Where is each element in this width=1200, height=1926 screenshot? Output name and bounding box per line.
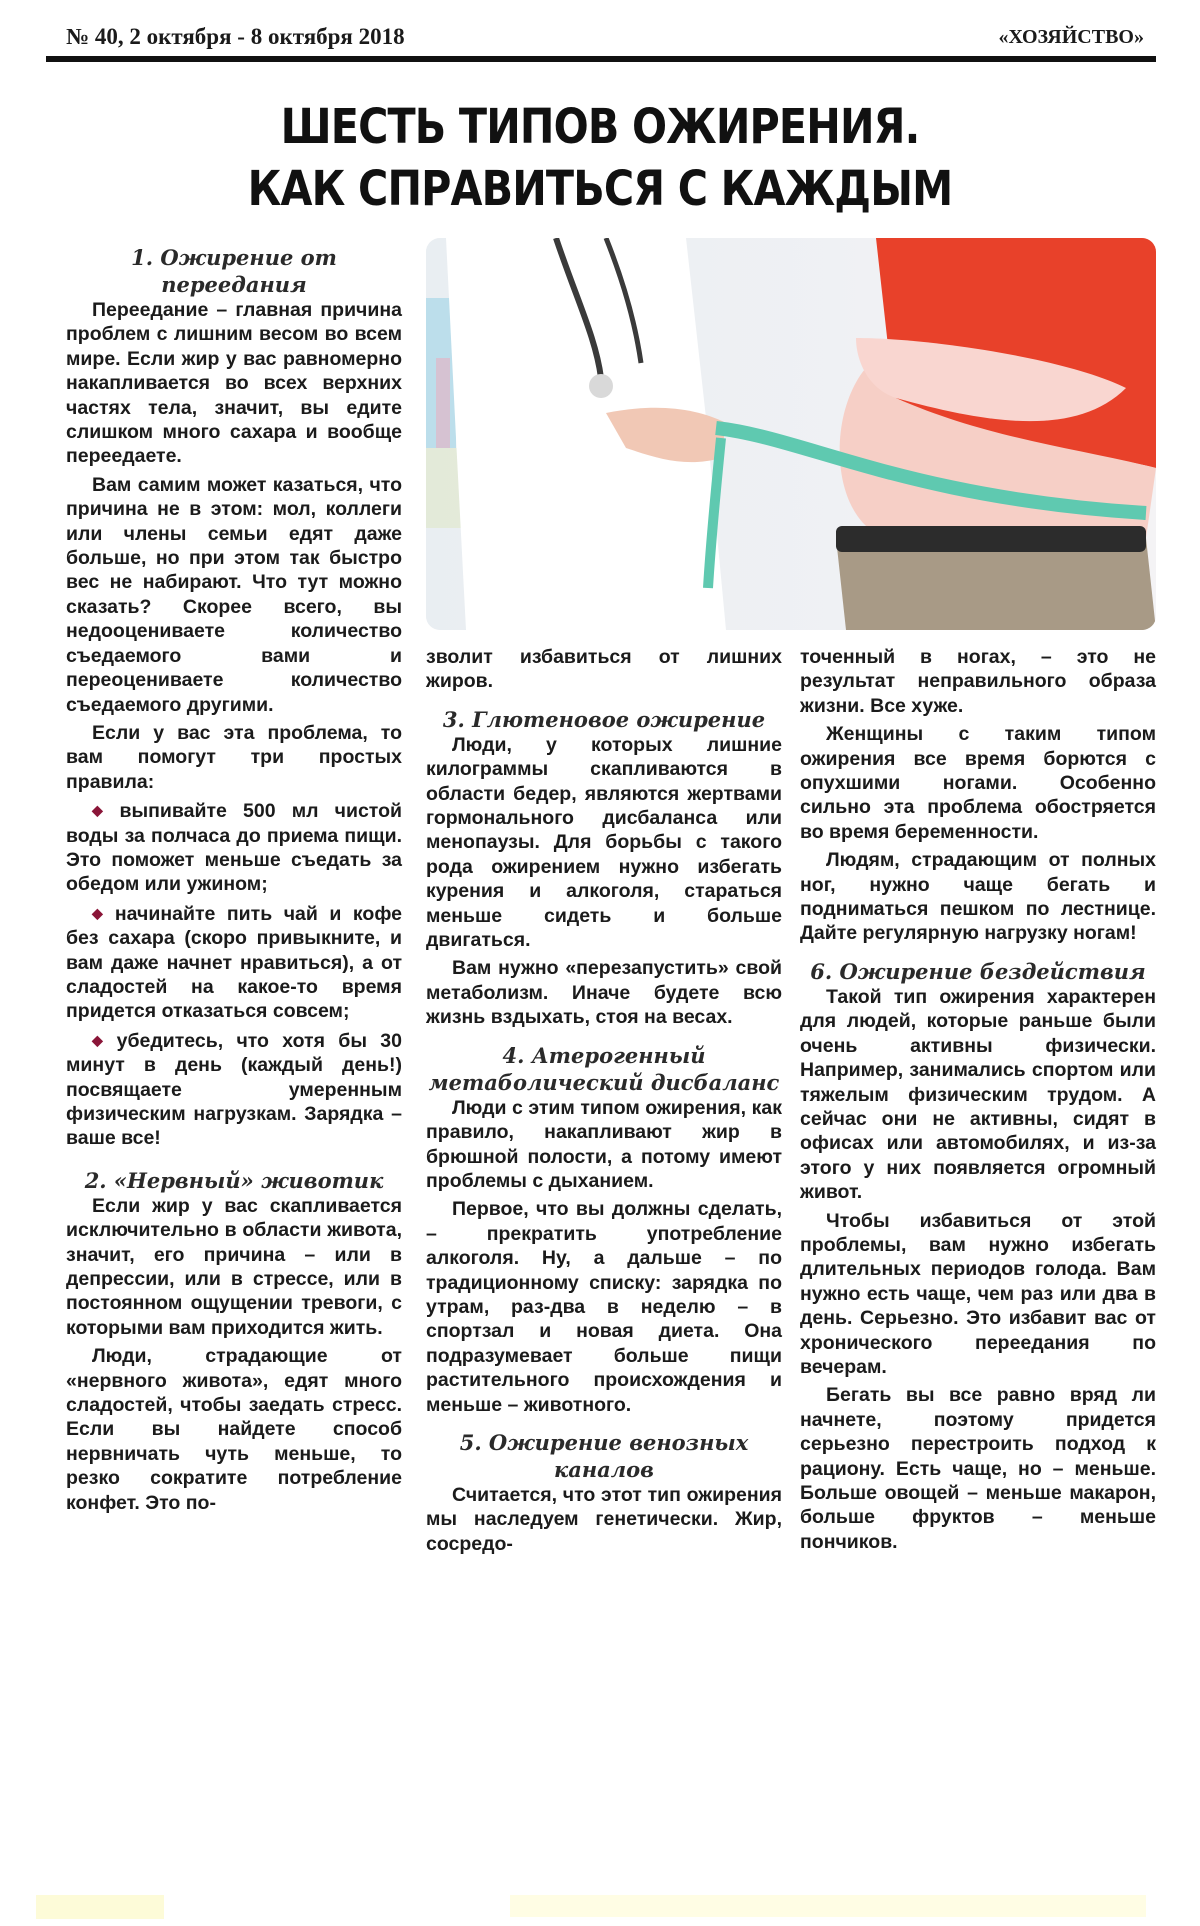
paragraph: Первое, что вы должны сделать, – прекратить употребление алкоголя. Ну, а дальше – по традиционному списку: зарядка по утрам, раз-два в неделю – в спортзал и новая диета. Она подразумевает больше пищи растительного происхождения и меньше – животного. [426, 1198, 782, 1416]
paragraph: Такой тип ожирения характерен для людей, которые раньше были очень активны физически. Например, занимались спортом или тяжелым физическим трудом. А сейчас они не активны, сидят в офисах или автомобилях, и из-за этого у них появляется огромный живот. [800, 985, 1156, 1204]
bullet-icon: ◆ [92, 1031, 111, 1048]
paragraph: Если у вас эта проблема, то вам помогут три простых правила: [66, 721, 402, 793]
paragraph: Чтобы избавиться от этой проблемы, вам нужно избегать длительных периодов голода. Вам нужно есть чаще, чем раз или два в день. Серьезно. Это избавит вас от хронического переедания по вечерам. [800, 1209, 1156, 1378]
column-3 [800, 645, 1156, 1558]
paragraph: Люди с этим типом ожирения, как правило, накапливают жир в брюшной полости, а потому имеют проблемы с дыханием. [426, 1096, 782, 1192]
bullet-icon: ◆ [92, 802, 114, 819]
paragraph: Считается, что этот тип ожирения мы наследуем генетически. Жир, сосредо- [426, 1483, 782, 1555]
bullet-item: ◆ начинайте пить чай и кофе без сахара (скоро привыкните, и вам даже начнет нравиться), а от сладостей на какое-то время придется отказаться совсем; [66, 902, 402, 1023]
section-heading-1: 1. Ожирение от переедания [131, 245, 337, 297]
section-heading-5: 5. Ожирение венозных каналов [459, 1429, 749, 1482]
bullet-item: ◆ выпивайте 500 мл чистой воды за полчаса до приема пищи. Это поможет меньше съедать за обедом или ужином; [66, 800, 402, 896]
paragraph-continued: зволит избавиться от лишних жиров. [426, 646, 782, 693]
highlight-strip [510, 1895, 1146, 1917]
paragraph-continued: точенный в ногах, – это не результат неправильного образа жизни. Все хуже. [800, 646, 1156, 717]
newspaper-name: «ХОЗЯЙСТВО» [998, 26, 1144, 48]
doctor-measuring-waist-photo-icon [426, 238, 1156, 630]
article-title [84, 96, 1116, 220]
header-rule [46, 56, 1156, 62]
title-line-2: КАК СПРАВИТЬСЯ С КАЖДЫМ [247, 161, 953, 217]
column-2 [426, 645, 782, 1560]
article-photo [426, 238, 1156, 630]
highlight-strip [36, 1895, 164, 1919]
title-line-1: ШЕСТЬ ТИПОВ ОЖИРЕНИЯ. [280, 99, 920, 155]
section-heading-6: 6. Ожирение бездействия [810, 958, 1146, 984]
column-1 [66, 238, 402, 1519]
paragraph: Вам самим может казаться, что причина не в этом: мол, коллеги или члены семьи едят даже больше, но при этом так быстро вес не набирают. Что тут можно сказать? Скорее всего, вы недооцениваете количество съедаемого вами и переоцениваете количество съедаемого другими. [66, 473, 402, 716]
bullet-icon: ◆ [92, 904, 109, 921]
paragraph: Переедание – главная причина проблем с лишним весом во всем мире. Если жир у вас равномерно накапливается во всех верхних частях тела, значит, вы едите слишком много сахара и вообще переедаете. [66, 299, 402, 468]
paragraph: Вам нужно «перезапустить» свой метаболизм. Иначе будете всю жизнь вздыхать, стоя на весах. [426, 957, 782, 1029]
paragraph: Женщины с таким типом ожирения все время борются с опухшими ногами. Особенно сильно эта проблема обостряется во время беременности. [800, 723, 1156, 843]
section-heading-3: 3. Глютеновое ожирение [442, 706, 766, 732]
bullet-item: ◆ убедитесь, что хотя бы 30 минут в день (каждый день!) посвящаете умеренным физическим нагрузкам. Зарядка – ваше все! [66, 1029, 402, 1150]
section-heading-4: 4. Атерогенный метаболический дисбаланс [428, 1042, 780, 1095]
section-heading-2: 2. «Нервный» животик [84, 1167, 384, 1193]
paragraph: Если жир у вас скапливается исключительно в области живота, значит, его причина – или в депрессии, или в стрессе, или в постоянном ощущении тревоги, с которыми вам приходится жить. [66, 1194, 402, 1339]
paragraph: Людям, страдающим от полных ног, нужно чаще бегать и подниматься пешком по лестнице. Дайте регулярную нагрузку ногам! [800, 849, 1156, 945]
issue-info: № 40, 2 октября - 8 октября 2018 [66, 24, 405, 49]
paragraph: Бегать вы все равно вряд ли начнете, поэтому придется серьезно перестроить подход к рациону. Есть чаще, но – меньше. Больше овощей – меньше макарон, больше фруктов – меньше пончиков. [800, 1384, 1156, 1553]
paragraph: Люди, у которых лишние килограммы скапливаются в области бедер, являются жертвами гормонального дисбаланса или менопаузы. Для борьбы с такого рода ожирением нужно избегать курения и алкоголя, стараться меньше сидеть и больше двигаться. [426, 733, 782, 952]
paragraph: Люди, страдающие от «нервного живота», едят много сладостей, чтобы заедать стресс. Если вы найдете способ нервничать чуть меньше, то резко сократите потребление конфет. Это по- [66, 1345, 402, 1514]
belt [836, 526, 1146, 552]
